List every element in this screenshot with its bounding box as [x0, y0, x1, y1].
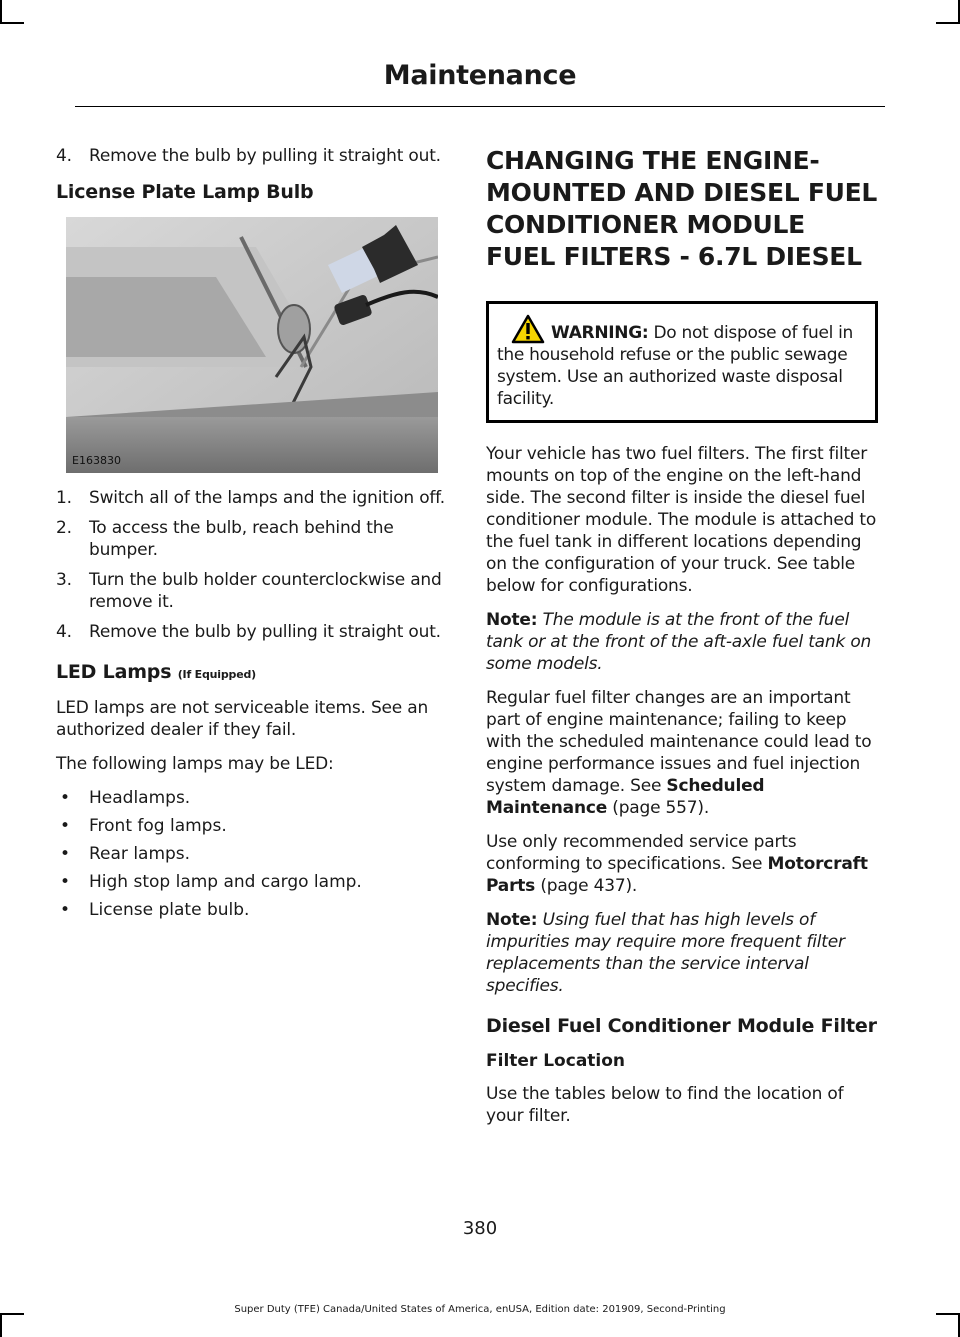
list-item [56, 787, 448, 809]
section-title: CHANGING THE ENGINE-MOUNTED AND DIESEL FUEL CONDITIONER MODULE FUEL FILTERS - 6.7L DIESEL [486, 146, 878, 271]
step-number: 2. [56, 518, 72, 538]
step-text: Remove the bulb by pulling it straight out. [89, 146, 441, 166]
page-reference: (page 557). [607, 798, 710, 818]
maintenance-paragraph [486, 687, 878, 819]
step-item [56, 487, 448, 509]
crop-mark [936, 22, 960, 24]
list-item-text: License plate bulb. [89, 900, 250, 920]
filter-location-heading: Filter Location [486, 1051, 626, 1071]
list-item [56, 899, 448, 921]
led-lamps-heading [56, 661, 448, 683]
license-plate-lamp-figure [66, 217, 438, 473]
step-number: 3. [56, 570, 72, 590]
list-item-text: High stop lamp and cargo lamp. [89, 872, 362, 892]
maintenance-text: Regular fuel filter changes are an important part of engine maintenance; failing to keep with the scheduled maintenance could lead to engine performance issues and fuel injection system damage. See [486, 688, 872, 796]
header-rule [75, 106, 885, 107]
list-item [56, 815, 448, 837]
led-heading-suffix: (If Equipped) [177, 668, 256, 681]
figure-label: E163830 [72, 454, 121, 467]
note-fuel-impurities [486, 909, 878, 997]
filter-location-paragraph: Use the tables below to find the location of your filter. [486, 1084, 844, 1126]
led-list-intro: The following lamps may be LED: [56, 754, 334, 774]
step-item [56, 517, 448, 561]
left-column [56, 145, 448, 927]
service-parts-paragraph [486, 831, 878, 897]
bullet-dot: • [60, 872, 71, 892]
note-label: Note: [486, 610, 538, 630]
warning-box [486, 301, 878, 423]
step-item [56, 569, 448, 613]
step-text: To access the bulb, reach behind the bumper. [89, 518, 394, 560]
step-text: Turn the bulb holder counterclockwise and remove it. [89, 570, 442, 612]
license-plate-lamp-illustration [66, 217, 438, 473]
bullet-dot: • [60, 788, 71, 808]
crop-mark [0, 1313, 2, 1337]
led-heading-text: LED Lamps [56, 661, 172, 683]
page-header-title: Maintenance [383, 60, 577, 91]
warning-triangle-icon [511, 314, 545, 344]
page-footer: Super Duty (TFE) Canada/United States of America, enUSA, Edition date: 201909, Second-Printing [234, 1304, 726, 1315]
page-number: 380 [462, 1218, 498, 1239]
crop-mark [0, 0, 2, 24]
subsection-heading: Diesel Fuel Conditioner Module Filter [486, 1015, 877, 1037]
step-number: 4. [56, 622, 72, 642]
note-text: The module is at the front of the fuel tank or at the front of the aft-axle fuel tank on some models. [486, 610, 872, 674]
step-text: Remove the bulb by pulling it straight out. [89, 622, 441, 642]
license-plate-heading: License Plate Lamp Bulb [56, 181, 314, 203]
scheduled-maintenance-link[interactable]: Scheduled Maintenance [486, 776, 765, 818]
page-reference: (page 437). [535, 876, 638, 896]
list-item-text: Headlamps. [89, 788, 191, 808]
service-parts-text: Use only recommended service parts conforming to specifications. See [486, 832, 797, 874]
fuel-filters-paragraph: Your vehicle has two fuel filters. The first filter mounts on top of the engine on the left-hand side. The second filter is inside the diesel fuel conditioner module. The module is attached to the fuel tank in different locations depending on the configuration of your truck. See table below for configurations. [486, 444, 877, 596]
motorcraft-parts-link[interactable]: Motorcraft Parts [486, 854, 868, 896]
warning-text: Do not dispose of fuel in the household refuse or the public sewage system. Use an authorized waste disposal facility. [497, 323, 854, 409]
bullet-dot: • [60, 900, 71, 920]
note-text: Using fuel that has high levels of impurities may require more frequent filter replacements than the service interval specifies. [486, 910, 845, 996]
step-item [56, 621, 448, 643]
bullet-dot: • [60, 816, 71, 836]
intro-step [56, 145, 448, 167]
note-label: Note: [486, 910, 538, 930]
led-paragraph: LED lamps are not serviceable items. See an authorized dealer if they fail. [56, 698, 429, 740]
crop-mark [0, 22, 24, 24]
list-item-text: Front fog lamps. [89, 816, 227, 836]
right-column [486, 145, 878, 1139]
list-item [56, 843, 448, 865]
step-number: 1. [56, 488, 72, 508]
warning-label: WARNING: [551, 323, 649, 343]
note-module-location [486, 609, 878, 675]
bullet-dot: • [60, 844, 71, 864]
list-item-text: Rear lamps. [89, 844, 191, 864]
list-item [56, 871, 448, 893]
step-text: Switch all of the lamps and the ignition off. [89, 488, 445, 508]
step-number: 4. [56, 146, 72, 166]
